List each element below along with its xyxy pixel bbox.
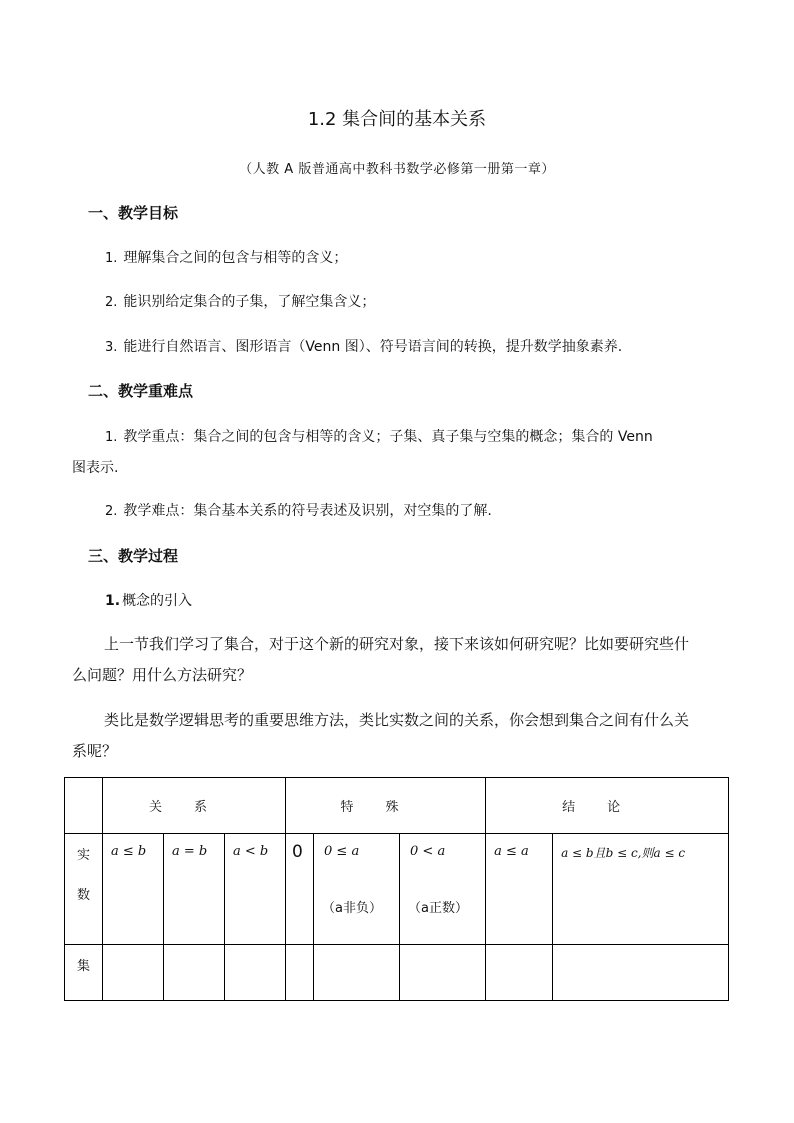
math-expression: 0 < a [410,844,446,859]
math-expression: a < b [233,844,269,859]
header-conclusion: 结论 [486,778,729,834]
cell-zero-lt-a [400,834,486,945]
empty-cell [553,945,729,1001]
math-expression: a ≤ b且b ≤ c,则a ≤ c [561,846,686,860]
key-point-item-1 [105,426,653,446]
empty-cell [400,945,486,1001]
subsection-number: 1. [105,593,121,609]
key-point-item-2 [105,500,492,520]
subsection-heading [105,590,192,610]
key-point-item-1-continued: 图表示. [72,460,119,476]
section-heading-key-points: 二、教学重难点 [88,382,194,400]
key-point-number: 1. [105,430,118,445]
row-label-sets: 集 [65,945,103,1001]
section-heading-process: 三、教学过程 [88,547,179,565]
section-heading-goals: 一、教学目标 [88,204,179,222]
empty-cell [314,945,400,1001]
math-expression: 0 ≤ a [324,844,360,859]
cell-note: （a非负） [322,901,382,916]
cell-note: （a正数） [408,901,468,916]
goal-item-number: 2. [105,295,118,310]
row-label-real-numbers [65,834,103,945]
goal-item-2 [105,291,375,311]
paragraph-2-line-1: 类比是数学逻辑思考的重要思维方法，类比实数之间的关系，你会想到集合之间有什么关 [104,711,690,729]
table-header-row [65,778,729,834]
goal-item-number: 3. [105,340,118,355]
cell-zero: 0 [286,834,314,945]
math-expression: a ≤ a [494,844,529,859]
cell-a-le-a [486,834,553,945]
relations-table [64,777,729,1001]
header-special: 特殊 [286,778,486,834]
table-corner-cell [65,778,103,834]
paragraph-2-line-2: 系呢？ [72,742,118,760]
cell-zero-le-a [314,834,400,945]
goal-item-text: 能进行自然语言、图形语言（Venn 图）、符号语言间的转换，提升数学抽象素养. [123,339,623,355]
goal-item-text: 理解集合之间的包含与相等的含义； [123,250,348,266]
row-label-char: 实 [76,848,90,863]
paragraph-1-line-2: 么问题？用什么方法研究？ [72,666,253,684]
subsection-title: 概念的引入 [122,593,193,609]
key-point-text: 教学难点：集合基本关系的符号表述及识别，对空集的了解. [123,503,492,519]
empty-cell [103,945,164,1001]
math-expression: a = b [172,844,208,859]
empty-cell [164,945,225,1001]
key-point-number: 2. [105,504,118,519]
row-label-char: 数 [76,888,90,903]
table-row-sets [65,945,729,1001]
cell-transitivity [553,834,729,945]
cell-a-lt-b [225,834,286,945]
page-title: 1.2 集合间的基本关系 [307,109,487,130]
table-row-real-numbers [65,834,729,945]
cell-a-eq-b [164,834,225,945]
key-point-text: 教学重点：集合之间的包含与相等的含义；子集、真子集与空集的概念；集合的 Venn [123,429,653,445]
empty-cell [486,945,553,1001]
empty-cell [286,945,314,1001]
page-subtitle: （人教 A 版普通高中教科书数学必修第一册第一章） [239,162,555,177]
math-expression: a ≤ b [111,844,147,859]
paragraph-1-line-1: 上一节我们学习了集合，对于这个新的研究对象，接下来该如何研究呢？比如要研究些什 [104,635,690,653]
cell-a-le-b [103,834,164,945]
goal-item-1 [105,247,347,267]
goal-item-text: 能识别给定集合的子集，了解空集含义； [123,294,376,310]
goal-item-3 [105,336,622,356]
header-relation: 关系 [103,778,286,834]
empty-cell [225,945,286,1001]
goal-item-number: 1. [105,251,118,266]
